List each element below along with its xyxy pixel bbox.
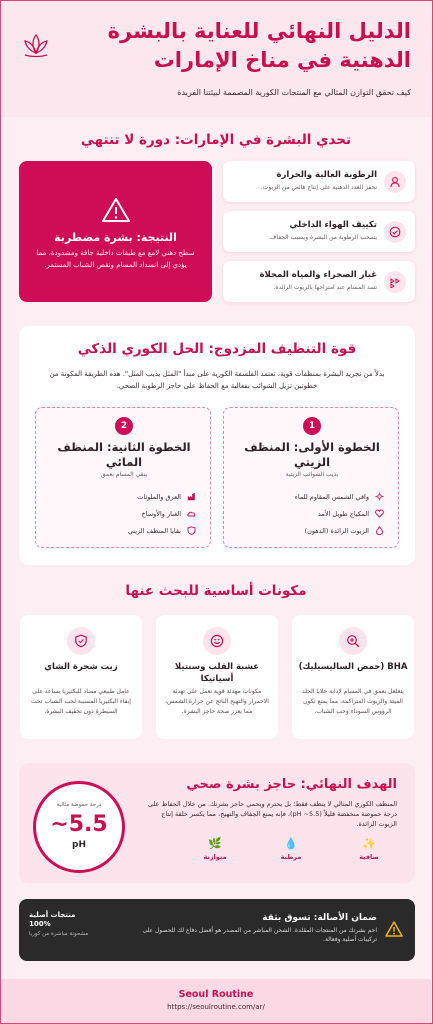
list-item: الزيوت الزائدة (الدهون) <box>234 522 384 539</box>
footer-brand: Seoul Routine <box>178 989 254 1000</box>
factor-card-heat <box>223 161 415 202</box>
authenticity-banner <box>19 899 415 961</box>
step-card-oil <box>223 407 399 548</box>
ingredient-card-centella <box>156 615 278 739</box>
factor-title: الرطوبة العالية والحرارة <box>276 170 377 180</box>
ingredient-title: عشبة القلب وسنتيلا أسياتيكا <box>174 662 260 684</box>
ingredient-title: زيت شجرة الشاي <box>44 662 118 672</box>
ingredients-title: مكونات أساسية للبحث عنها <box>125 583 307 599</box>
thermometer-icon <box>389 176 401 188</box>
step-card-water <box>35 407 211 548</box>
factor-card-dust <box>223 261 415 302</box>
authenticity-desc: احم بشرتك من المنتجات المقلدة. الشحن المباشر من المصدر هو أفضل دفاع لك للحصول على تركيبات أصلية وفعالة. <box>142 927 377 943</box>
footer <box>1 979 431 1023</box>
wind-icon <box>389 276 401 288</box>
challenge-title: تحدي البشرة في الإمارات: دورة لا تنتهي <box>80 132 352 148</box>
goal-title: الهدف النهائي: حاجز بشرة صحي <box>186 777 397 792</box>
lotus-logo-icon <box>19 29 53 63</box>
factor-desc: تسد المسام عند امتزاجها بالزيوت الزائدة. <box>273 284 377 291</box>
ingredient-desc: يتغلغل بعمق في المسام لإذابة خلايا الجلد الميتة والزيوت المتراكمة، مما يمنع تكون الرؤوس السوداء وحب الشباب. <box>302 688 404 715</box>
authenticity-title: ضمان الأصالة: تسوق بثقة <box>262 913 377 923</box>
factor-desc: يسحب الرطوبة من البشرة ويسبب الجفاف. <box>268 234 377 241</box>
sun-icon <box>375 492 384 501</box>
goal-desc: المنظف الكوري المثالي لا ينظف فقط؛ بل يحترم ويحمي حاجز بشرتك. من خلال الحفاظ على درجة حموضة منخفضة قليلاً (pH ~5.5)، فإنه يمنع الجفاف والتهيج، مما يكسر حلقة إنتاج الزيوت الزائدة. <box>147 800 397 828</box>
step-subtitle: ينقي المسام بعمق <box>100 471 148 478</box>
ph-value: 5.5~ <box>50 812 108 837</box>
list-item: واقي الشمس المقاوم للماء <box>234 488 384 505</box>
check-circle-icon <box>389 226 401 238</box>
droplet-icon: 💧 <box>284 837 298 850</box>
factory-icon <box>187 492 196 501</box>
step-number: 2 <box>115 417 133 435</box>
step-subtitle: يذيب الشوائب الزيتية <box>285 471 339 478</box>
step-number: 1 <box>303 417 321 435</box>
double-cleansing-title: قوة التنظيف المزدوج: الحل الكوري الذكي <box>77 341 357 357</box>
ingredient-card-bha <box>292 615 414 739</box>
ingredient-title: BHA (حمض الساليسيليك) <box>298 662 408 672</box>
factor-title: غبار الصحراء والمياه المحلاة <box>259 270 377 280</box>
list-item: العرق والملوثات <box>46 488 196 505</box>
result-desc: سطح دهني لامع مع طبقات داخلية جافة ومشدودة، مما يؤدي إلى انسداد المسام ونقص الشباب المستمر. <box>36 249 195 269</box>
ingredient-desc: مكونات مهدئة قوية تعمل على تهدئة الاحمرار والتهيج الناتج عن حرارة الشمس، مما يعزز صحة حاجز البشرة. <box>165 688 269 715</box>
ingredient-card-tea-tree <box>20 615 142 739</box>
heart-icon <box>375 509 384 518</box>
page-title: الدليل النهائي للعناية بالبشرة الدهنية في مناخ الإمارات <box>107 19 411 72</box>
factor-title: تكييف الهواء الداخلي <box>289 220 377 230</box>
smile-heart-icon <box>210 634 224 648</box>
drop-icon <box>375 526 384 535</box>
shield-icon <box>187 526 196 535</box>
leaf-icon: 🌿 <box>208 837 222 850</box>
goal-prop-hydrated: 💧 مرطبة <box>269 837 313 861</box>
goal-prop-clear: ✨ صافية <box>347 837 391 861</box>
ph-unit: pH <box>72 840 86 850</box>
ph-label: درجة حموضة مثالية <box>56 802 102 808</box>
warning-icon <box>101 197 131 223</box>
header <box>1 1 431 117</box>
sparkle-icon: ✨ <box>362 837 376 850</box>
goal-prop-balanced: 🌿 متوازنة <box>193 837 237 861</box>
cloud-icon <box>187 509 196 518</box>
footer-url-link[interactable]: https://seoulroutine.com/ar/ <box>167 1003 265 1011</box>
warning-icon <box>385 921 403 937</box>
ingredient-desc: عامل طبيعي مضاد للبكتيريا يساعد على إبقاء البكتيريا المسببة لحب الشباب تحت السيطرة دون تجفيف البشرة. <box>31 688 131 715</box>
result-card <box>19 161 212 302</box>
step-title: الخطوة الثانية: المنظف المائي <box>57 440 191 469</box>
factor-card-ac <box>223 211 415 252</box>
list-item: المكياج طويل الأمد <box>234 505 384 522</box>
factor-desc: تحفز الغدد الدهنية على إنتاج فائض من الزيوت. <box>260 184 377 191</box>
magnifier-plus-icon <box>346 634 360 648</box>
double-cleansing-desc: بدلاً من تجريد البشرة بمنظفات قوية، تعتمد الفلسفة الكورية على مبدأ "المثل يذيب المثل". هذه الطريقة المكونة من خطوتين تزيل الشوائب بفعالية مع الحفاظ على حاجز الرطوبة الصحي. <box>49 370 385 390</box>
page-subtitle: كيف تحقق التوازن المثالي مع المنتجات الكورية المصممة لبيئتنا الفريدة <box>177 88 411 97</box>
list-item: بقايا المنظف الزيتي <box>46 522 196 539</box>
step-list <box>234 488 384 539</box>
step-list <box>46 488 196 539</box>
double-cleansing-card <box>19 326 415 565</box>
authenticity-stat: منتجات أصلية 100% مشحونة مباشرة من كوريا <box>29 911 89 937</box>
step-title: الخطوة الأولى: المنظف الزيتي <box>244 440 380 469</box>
ph-badge <box>33 781 125 873</box>
shield-check-icon <box>74 634 88 648</box>
result-title: النتيجة: بشرة مضطربة <box>54 231 177 244</box>
list-item: الغبار والأوساخ <box>46 505 196 522</box>
